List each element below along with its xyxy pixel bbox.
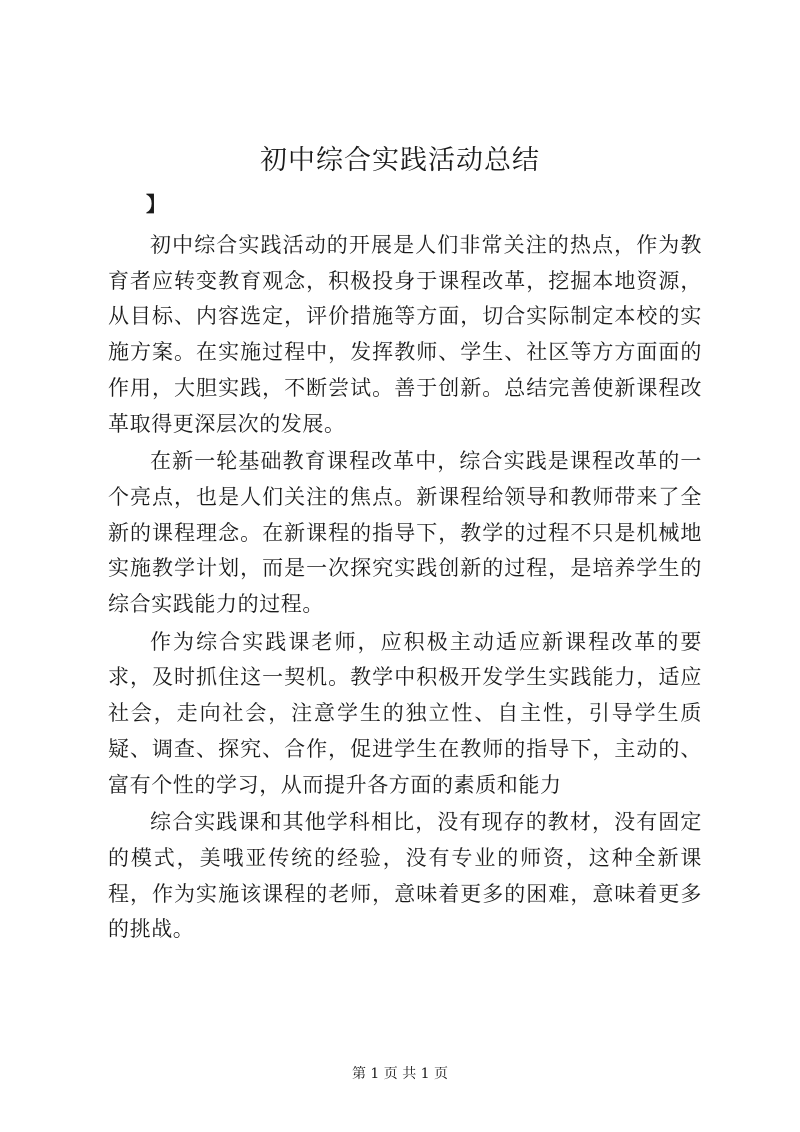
paragraph-3: 作为综合实践课老师，应积极主动适应新课程改革的要求，及时抓住这一契机。教学中积极开发学生实践能力，适应社会，走向社会，注意学生的独立性、自主性，引导学生质疑、调查、探究、合作，促进学生在教师的指导下，主动的、富有个性的学习，从而提升各方面的素质和能力 — [108, 629, 702, 797]
page-footer: 第 1 页 共 1 页 — [351, 1066, 449, 1082]
bracket-mark: 】 — [146, 192, 166, 216]
paragraph-1: 初中综合实践活动的开展是人们非常关注的热点，作为教育者应转变教育观念，积极投身于课程改革，挖掘本地资源，从目标、内容选定，评价措施等方面，切合实际制定本校的实施方案。在实施过程中，发挥教师、学生、社区等方方面面的作用，大胆实践，不断尝试。善于创新。总结完善使新课程改革取得更深层次的发展。 — [108, 233, 702, 436]
paragraph-4: 综合实践课和其他学科相比，没有现存的教材，没有固定的模式，美哦亚传统的经验，没有专业的师资，这种全新课程，作为实施该课程的老师，意味着更多的困难，意味着更多的挑战。 — [108, 810, 702, 942]
document-body — [108, 228, 702, 950]
document-title: 初中综合实践活动总结 — [260, 145, 540, 176]
paragraph-2: 在新一轮基础教育课程改革中，综合实践是课程改革的一个亮点，也是人们关注的焦点。新课程给领导和教师带来了全新的课程理念。在新课程的指导下，教学的过程不只是机械地实施教学计划，而是一次探究实践创新的过程，是培养学生的综合实践能力的过程。 — [108, 449, 702, 617]
